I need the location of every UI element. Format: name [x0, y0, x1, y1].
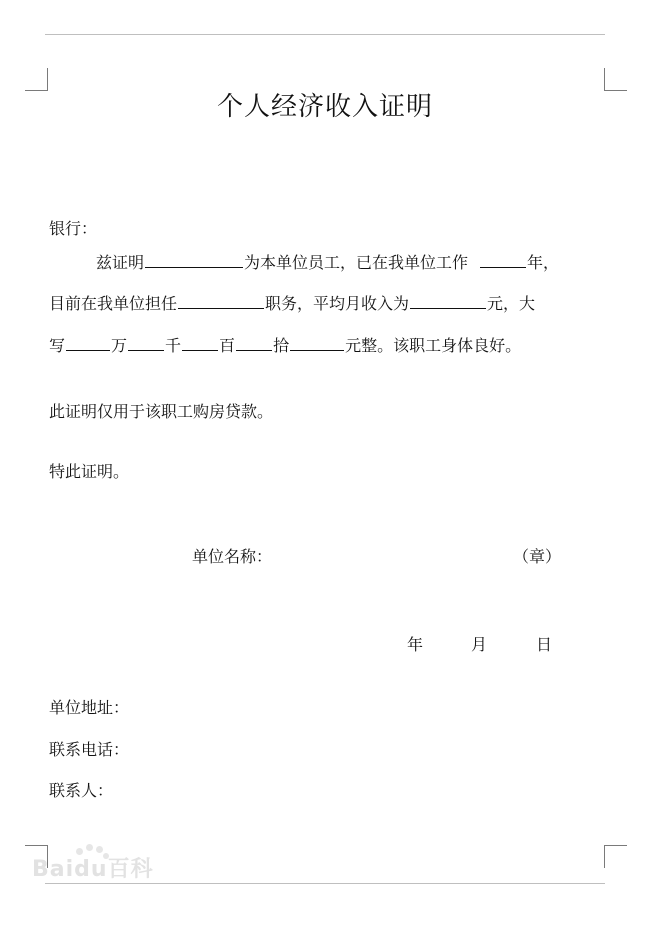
body-line-2-b: 职务，平均月收入为 — [265, 294, 410, 313]
corner-mark-top-left — [25, 68, 48, 91]
contact-person-label: 联系人： — [49, 781, 114, 800]
body-line-2 — [49, 293, 535, 314]
body-line-3-e: 拾 — [273, 336, 290, 355]
date-year: 年 — [407, 635, 424, 654]
years-blank[interactable] — [480, 252, 526, 268]
body-line-3-d: 百 — [219, 336, 236, 355]
body-line-3-a: 写 — [49, 336, 66, 355]
corner-mark-bottom-right — [604, 845, 627, 868]
salutation: 银行： — [49, 219, 98, 238]
ten-thousands-blank[interactable] — [66, 335, 110, 351]
monthly-income-blank[interactable] — [410, 293, 486, 309]
body-line-3-c: 千 — [165, 336, 182, 355]
top-rule — [45, 34, 605, 35]
body-line-2-c: 元，大 — [487, 294, 536, 313]
body-line-1-c: 年， — [527, 253, 560, 272]
employee-name-blank[interactable] — [145, 252, 243, 268]
body-line-3-f: 元整。该职工身体良好。 — [345, 336, 522, 355]
bottom-rule — [45, 883, 605, 884]
unit-address-label: 单位地址： — [49, 698, 130, 717]
tens-blank[interactable] — [236, 335, 272, 351]
corner-mark-top-right — [604, 68, 627, 91]
position-blank[interactable] — [178, 293, 264, 309]
date-month: 月 — [471, 635, 488, 654]
date-day: 日 — [536, 635, 553, 654]
document-title: 个人经济收入证明 — [216, 92, 433, 122]
thousands-blank[interactable] — [128, 335, 164, 351]
unit-name-label: 单位名称： — [192, 547, 273, 566]
seal-mark: （章） — [513, 547, 562, 566]
units-blank[interactable] — [290, 335, 344, 351]
body-line-1-b: 为本单位员工，已在我单位工作 — [244, 253, 469, 272]
baidu-watermark: Baidu百科 — [32, 857, 154, 882]
body-line-3-b: 万 — [111, 336, 128, 355]
body-line-3 — [49, 335, 521, 356]
body-line-1 — [96, 252, 559, 273]
body-line-1-a: 兹证明 — [96, 253, 145, 272]
body-line-2-a: 目前在我单位担任 — [49, 294, 178, 313]
purpose-statement: 此证明仅用于该职工购房贷款。 — [49, 402, 274, 421]
closing-statement: 特此证明。 — [49, 462, 130, 481]
hundreds-blank[interactable] — [182, 335, 218, 351]
contact-phone-label: 联系电话： — [49, 740, 130, 759]
